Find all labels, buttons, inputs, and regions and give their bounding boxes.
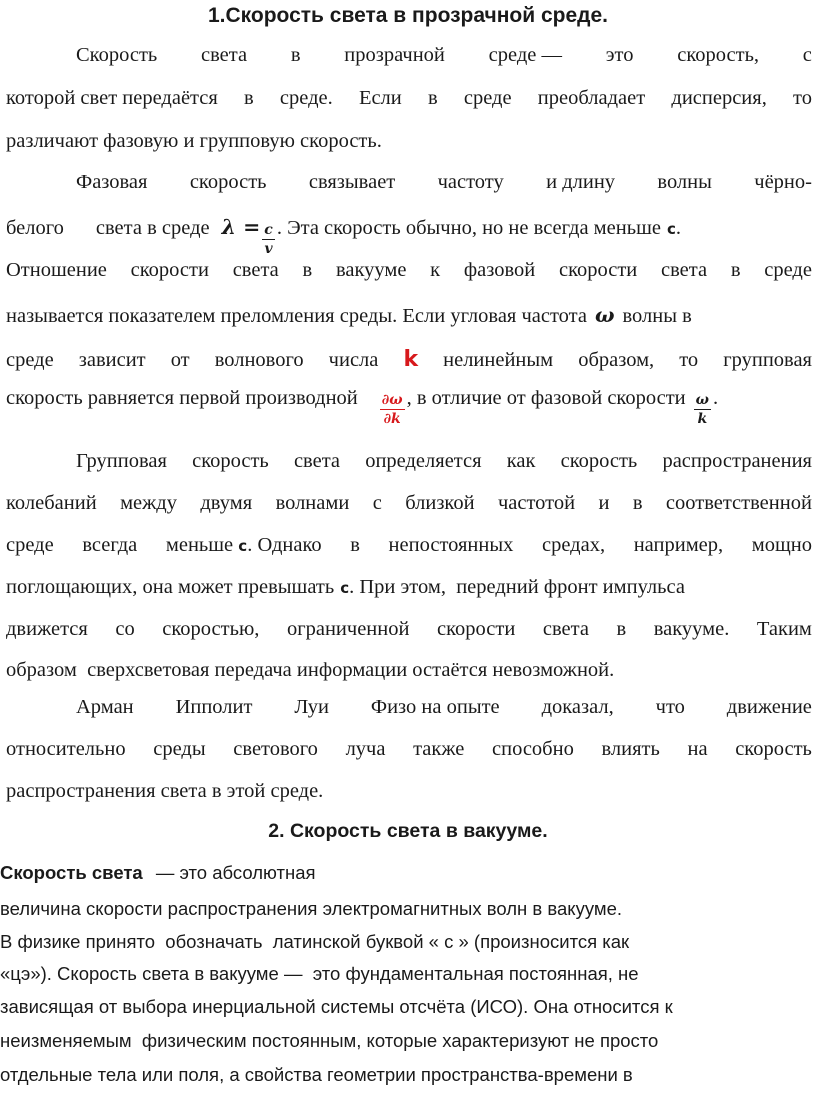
word: групповая [723,349,812,371]
word: определяется [365,450,482,472]
word: прозрачной [344,44,445,66]
word: Отношение [6,259,107,281]
word: частотой [497,492,576,514]
word: преобладает [537,87,646,109]
group-velocity-derivative [380,393,405,426]
word: среде — [488,44,562,66]
phase-velocity-ratio [694,393,711,426]
word: света [661,259,708,281]
word: близкой [405,492,475,514]
word: среде. [279,87,333,109]
word: способно [492,738,574,760]
phase-velocity-fraction [262,223,275,256]
omega-symbol: ω [594,303,615,327]
lambda-symbol: λ = [221,215,261,239]
section-heading-1: 1.Скорость света в прозрачной среде. [207,4,609,27]
word: в [427,87,438,109]
section-heading-2: 2. Скорость света в вакууме. [268,820,548,842]
word: в [244,87,254,109]
text-line [6,215,812,256]
word: к [430,259,441,281]
text-line [6,618,812,641]
text-fragment: , в отличие от фазовой скорости [406,387,686,409]
word: света [542,618,589,640]
word: со [115,618,135,640]
word: на [687,738,708,760]
word: например, [633,534,724,556]
text-line-content: различают фазовую и групповую скорость. [6,130,382,152]
word: Физо на опыте [370,696,500,718]
text-fragment: белого [6,217,64,239]
word: Луи [294,696,329,718]
word: волнами [275,492,350,514]
word: и длину [546,171,616,193]
ratio-numerator: ω [695,392,709,408]
word: Ипполит [175,696,253,718]
text-line-content: неизменяемым физическим постоянным, которые характеризуют не просто [0,1030,659,1051]
word: Таким [756,618,812,640]
word: скоростью, [162,618,260,640]
text-line-content: «цэ»). Скорость света в вакууме — это фундаментальная постоянная, не [0,963,639,984]
word: средах, [542,534,606,556]
word: которой свет передаётся [6,87,218,109]
word: среде [6,349,54,371]
word: в [302,259,313,281]
fraction-denominator: v [264,241,273,257]
text-line-content: образом сверхсветовая передача информации остаётся невозможной. [6,659,615,681]
text-fragment: поглощающих, она может превышать [6,576,335,598]
word: Арман [76,696,134,718]
text-fragment: . При этом, передний фронт импульса [349,576,685,598]
word: то [793,87,812,109]
word: среды [153,738,206,760]
text-line [76,171,812,194]
text-line [6,347,812,372]
word: волнового [214,349,304,371]
word: распространения [662,450,812,472]
word [166,534,322,557]
word: Если [358,87,402,109]
text-line-content: распространения света в этой среде. [6,780,324,802]
word: Групповая [76,450,167,472]
word: скорости [558,259,638,281]
fraction-numerator: c [264,222,273,238]
word: вакууме. [653,618,730,640]
text-line [0,931,806,953]
text-fragment: . [712,387,719,409]
word: то [679,349,699,371]
word: скорости [437,618,516,640]
word: ограниченной [286,618,410,640]
text-line [0,1030,806,1052]
word: в [616,618,627,640]
word: Фазовая [76,171,148,193]
word: движение [726,696,812,718]
word: это [605,44,634,66]
text-line [0,898,806,920]
ratio-denominator: k [697,411,708,427]
word: непостоянных [388,534,514,556]
text-line [6,130,812,153]
text-line-content: зависящая от выбора инерциальной системы отсчёта (ИСО). Она относится к [0,996,673,1017]
text-line [0,1064,806,1086]
text-line-content: отдельные тела или поля, а свойства геометрии пространства-времени в [0,1064,633,1085]
word: скорость [189,171,267,193]
text-fragment: света в среде [95,217,210,239]
word: мощно [751,534,812,556]
word: среде [764,259,812,281]
k-symbol: k [403,347,419,372]
word: доказал, [541,696,614,718]
word: также [413,738,465,760]
word: двумя [200,492,253,514]
word: движется [6,618,88,640]
word: скорость [735,738,812,760]
word: чёрно- [754,171,812,193]
text-line [76,696,812,719]
text-fragment: — это абсолютная [150,862,316,883]
word: частоту [437,171,504,193]
word: фазовой [463,259,536,281]
text-line [6,534,812,557]
word: с [372,492,382,514]
text-line [6,303,812,328]
word: как [506,450,536,472]
text-line-content: величина скорости распространения электромагнитных волн в вакууме. [0,898,623,919]
word: света [201,44,248,66]
word: Скорость [76,44,158,66]
word: и [598,492,610,514]
text-fragment: . Эта скорость обычно, но не всегда меньше [276,217,661,239]
word: образом, [578,349,655,371]
word: скорость [192,450,269,472]
word: влиять [601,738,660,760]
word-text: . Однако [247,534,322,556]
text-fragment: скорость равняется первой производной [6,387,358,409]
word-text: меньше [165,534,234,556]
text-fragment: называется показателем преломления среды. Если угловая частота [6,305,587,327]
word: дисперсия, [671,87,767,109]
c-symbol: c [340,579,350,597]
word: зависит [78,349,146,371]
text-line [6,387,812,426]
word: скорости [130,259,209,281]
word: колебаний [6,492,97,514]
c-symbol: c [238,537,248,555]
word: света [293,450,341,472]
text-line [6,87,812,110]
word: среде [463,87,512,109]
text-line [6,259,812,282]
c-symbol: c [666,220,676,238]
text-line [0,862,806,884]
word: скорость [560,450,638,472]
derivative-denominator: ∂k [383,411,401,427]
word: от [170,349,190,371]
text-line [6,576,812,599]
word: числа [328,349,379,371]
word: луча [345,738,386,760]
text-line [0,963,806,985]
text-fragment: . [675,217,681,239]
word: всегда [82,534,138,556]
word: светового [233,738,318,760]
word: скорость, [677,44,760,66]
word: света [232,259,279,281]
word: соответственной [665,492,812,514]
word: связывает [308,171,396,193]
term-bold: Скорость света [0,862,143,883]
word: в [290,44,301,66]
word: относительно [6,738,126,760]
word: среде [6,534,54,556]
word: между [120,492,177,514]
word: нелинейным [443,349,554,371]
text-line [76,450,812,473]
derivative-numerator: ∂ω [381,392,403,408]
text-line [6,659,812,682]
text-line [6,780,812,803]
word: в [730,259,741,281]
text-line [0,996,806,1018]
word: в [350,534,360,556]
text-line [6,492,812,515]
text-fragment: волны в [622,305,692,327]
word: волны [657,171,712,193]
text-line [76,44,812,67]
word: вакууме [335,259,407,281]
word: что [655,696,685,718]
word: с [802,44,812,66]
text-line [6,738,812,761]
text-line-content: В физике принято обозначать латинской буквой « c » (произносится как [0,931,630,952]
word: в [632,492,643,514]
